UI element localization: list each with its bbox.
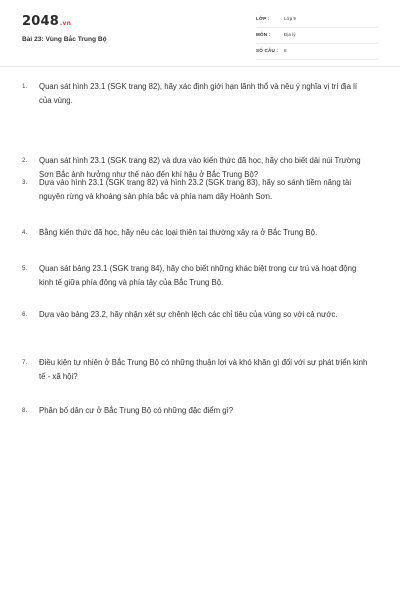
question-number: 4. [22,229,28,236]
meta-label-count: SỐ CÂU : [256,48,279,53]
meta-label-class: LỚP : [256,16,270,21]
question-text: Điều kiện tự nhiên ở Bắc Trung Bộ có những thuận lợi và khó khăn gì đối với sự phát triển kinh tế - xã hội? [39,358,368,381]
site-logo[interactable] [22,15,71,31]
meta-info [256,14,378,62]
lesson-title: Bài 23: Vùng Bắc Trung Bộ [22,36,107,43]
question-number: 1. [22,83,28,90]
question-text: Dựa vào bảng 23.2, hãy nhận xét sự chênh lệch các chỉ tiêu của vùng so với cả nước. [39,310,338,319]
question-text: Bằng kiến thức đã học, hãy nêu các loại thiên tai thường xảy ra ở Bắc Trung Bộ. [39,228,318,237]
question-number: 5. [22,265,28,272]
question-text: Quan sát hình 23.1 (SGK trang 82), hãy xác định giới hạn lãnh thổ và nêu ý nghĩa vị trí địa lí của vùng. [39,82,358,105]
meta-value-class: Lớp 9 [284,16,296,21]
question-number: 2. [22,157,28,164]
question-number: 6. [22,311,28,318]
question-text: Dựa vào hình 23.1 (SGK trang 82) và hình 23.2 (SGK trang 83), hãy so sánh tiềm năng tài nguyên rừng và khoáng sản phía bắc và phía nam dãy Hoành Sơn. [39,178,352,201]
question-number: 7. [22,359,28,366]
question-number: 3. [22,179,28,186]
meta-row-count [256,46,378,60]
logo-main: 2048 [22,14,59,29]
question-number: 8. [22,407,28,414]
meta-value-subject: Địa lý [284,32,296,37]
logo-tld: .vn [59,20,72,27]
page-header [0,0,400,67]
meta-row-subject [256,30,378,44]
meta-value-count: 8 [284,48,287,53]
question-text: Phân bố dân cư ở Bắc Trung Bộ có những đặc điểm gì? [39,406,234,415]
question-text: Quan sát hình 23.1 (SGK trang 82) và dựa vào kiến thức đã học, hãy cho biết dải núi Trường Sơn Bắc ảnh hưởng như thế nào đến khí hậu ở Bắc Trung Bộ? [39,156,361,179]
question-text: Quan sát bảng 23.1 (SGK trang 84), hãy cho biết những khác biệt trong cư trú và hoạt động kinh tế giữa phía đông và phía tây của Bắc Trung Bộ. [39,264,357,287]
meta-row-class [256,14,378,28]
meta-label-subject: MÔN : [256,32,271,37]
